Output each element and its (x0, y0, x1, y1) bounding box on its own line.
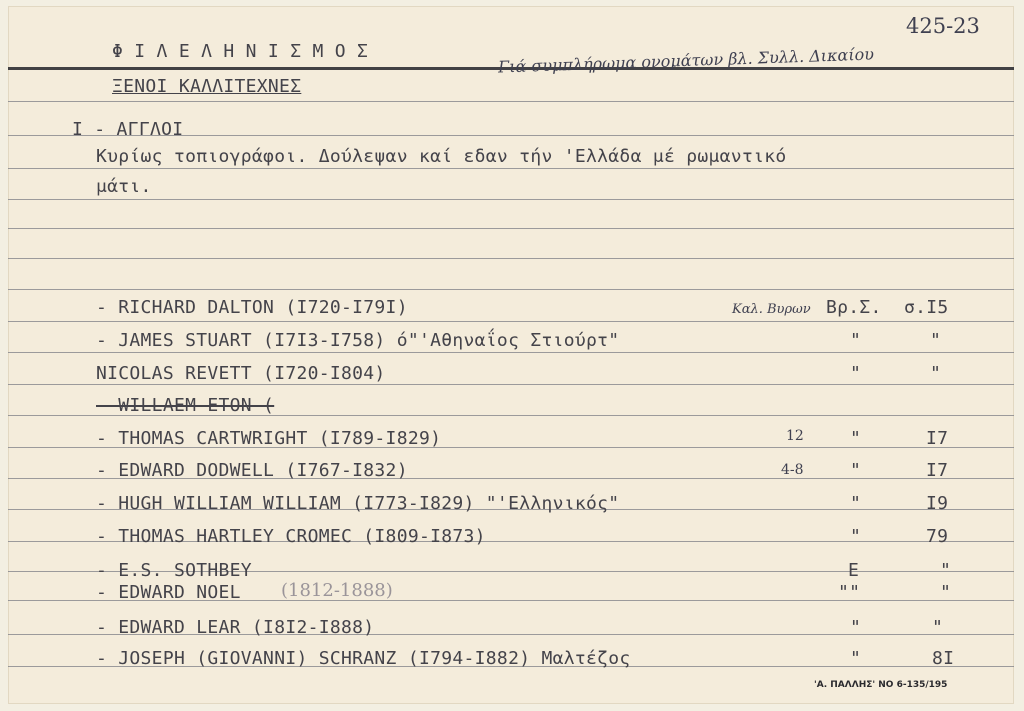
entry-page: " (940, 560, 952, 581)
entry-ref: " (850, 493, 862, 514)
entry-text-struck: - WILLAEM-ETON ( (96, 395, 275, 416)
entry-text: - THOMAS CARTWRIGHT (I789-I829) (96, 428, 442, 449)
entry-ref: " (850, 330, 862, 351)
entry-ref: "" (838, 582, 861, 603)
entry-page: " (930, 330, 942, 351)
entry-note: (1812-1888) (281, 580, 393, 601)
entry-text: - E.S. SOTHBEY (96, 560, 252, 581)
section-description: Κυρίως τοπιογράφοι. Δούλεψαν καί εδαν τήν 'Ελλάδα μέ ρωμαντικό (96, 146, 787, 167)
entry-ref: E (848, 560, 860, 581)
entry-ref: Βρ.Σ. (826, 297, 882, 318)
entry-page: I7 (926, 460, 949, 481)
entry-text: - EDWARD LEAR (I8I2-I888) (96, 617, 375, 638)
ruled-line (8, 321, 1014, 322)
entry-ref: " (850, 363, 862, 384)
entry-text: - EDWARD NOEL (96, 582, 241, 603)
entry-ref: " (850, 648, 862, 669)
entry-page: I9 (926, 493, 949, 514)
ruled-line (8, 289, 1014, 290)
ruled-line (8, 168, 1014, 169)
printer-imprint: 'Α. ΠΑΛΛΗΣ' ΝΟ 6-135/195 (814, 680, 948, 690)
entry-page: " (930, 363, 942, 384)
entry-page: σ.I5 (904, 297, 949, 318)
card-title: Φ Ι Λ Ε Λ Η Ν Ι Σ Μ Ο Σ (112, 41, 369, 62)
entry-page: I7 (926, 428, 949, 449)
ruled-line (8, 352, 1014, 353)
entry-text: - EDWARD DODWELL (I767-I832) (96, 460, 408, 481)
section-label: I - ΑΓΓΛΟΙ (72, 119, 184, 140)
entry-note: 4-8 (781, 462, 804, 478)
entry-ref: " (850, 617, 862, 638)
entry-page: 8I (932, 648, 955, 669)
entry-page: 79 (926, 526, 949, 547)
ruled-line (8, 384, 1014, 385)
entry-page: " (940, 582, 952, 603)
ruled-line (8, 258, 1014, 259)
card-subtitle: ΞΕΝΟΙ ΚΑΛΛΙΤΕΧΝΕΣ (112, 76, 302, 97)
entry-ref: " (850, 428, 862, 449)
entry-note: Καλ. Βυρων (732, 302, 811, 317)
entry-page: " (932, 617, 944, 638)
entry-ref: " (850, 526, 862, 547)
ruled-line (8, 228, 1014, 229)
entry-text: - THOMAS HARTLEY CROMEC (I809-I873) (96, 526, 486, 547)
entry-text: - JOSEPH (GIOVANNI) SCHRANZ (I794-I882) Μαλτέζος (96, 648, 631, 669)
entry-text: - HUGH WILLIAM WILLIAM (I773-I829) "'Ελληνικός" (96, 493, 620, 514)
ruled-line (8, 101, 1014, 102)
entry-text: NICOLAS REVETT (I720-I804) (96, 363, 386, 384)
entry-text: - JAMES STUART (I7I3-I758) ό"'Αθηναΐος Στιούρτ" (96, 330, 620, 351)
section-description: μάτι. (96, 176, 152, 197)
handwritten-note: Γιά συμπλήρωμα ονομάτων βλ. Συλλ. Δικαίου (497, 44, 875, 77)
ruled-line (8, 199, 1014, 200)
index-card (8, 6, 1014, 704)
entry-note: 12 (786, 428, 804, 444)
entry-text: - RICHARD DALTON (I720-I79I) (96, 297, 408, 318)
entry-ref: " (850, 460, 862, 481)
card-number: 425-23 (906, 14, 980, 38)
